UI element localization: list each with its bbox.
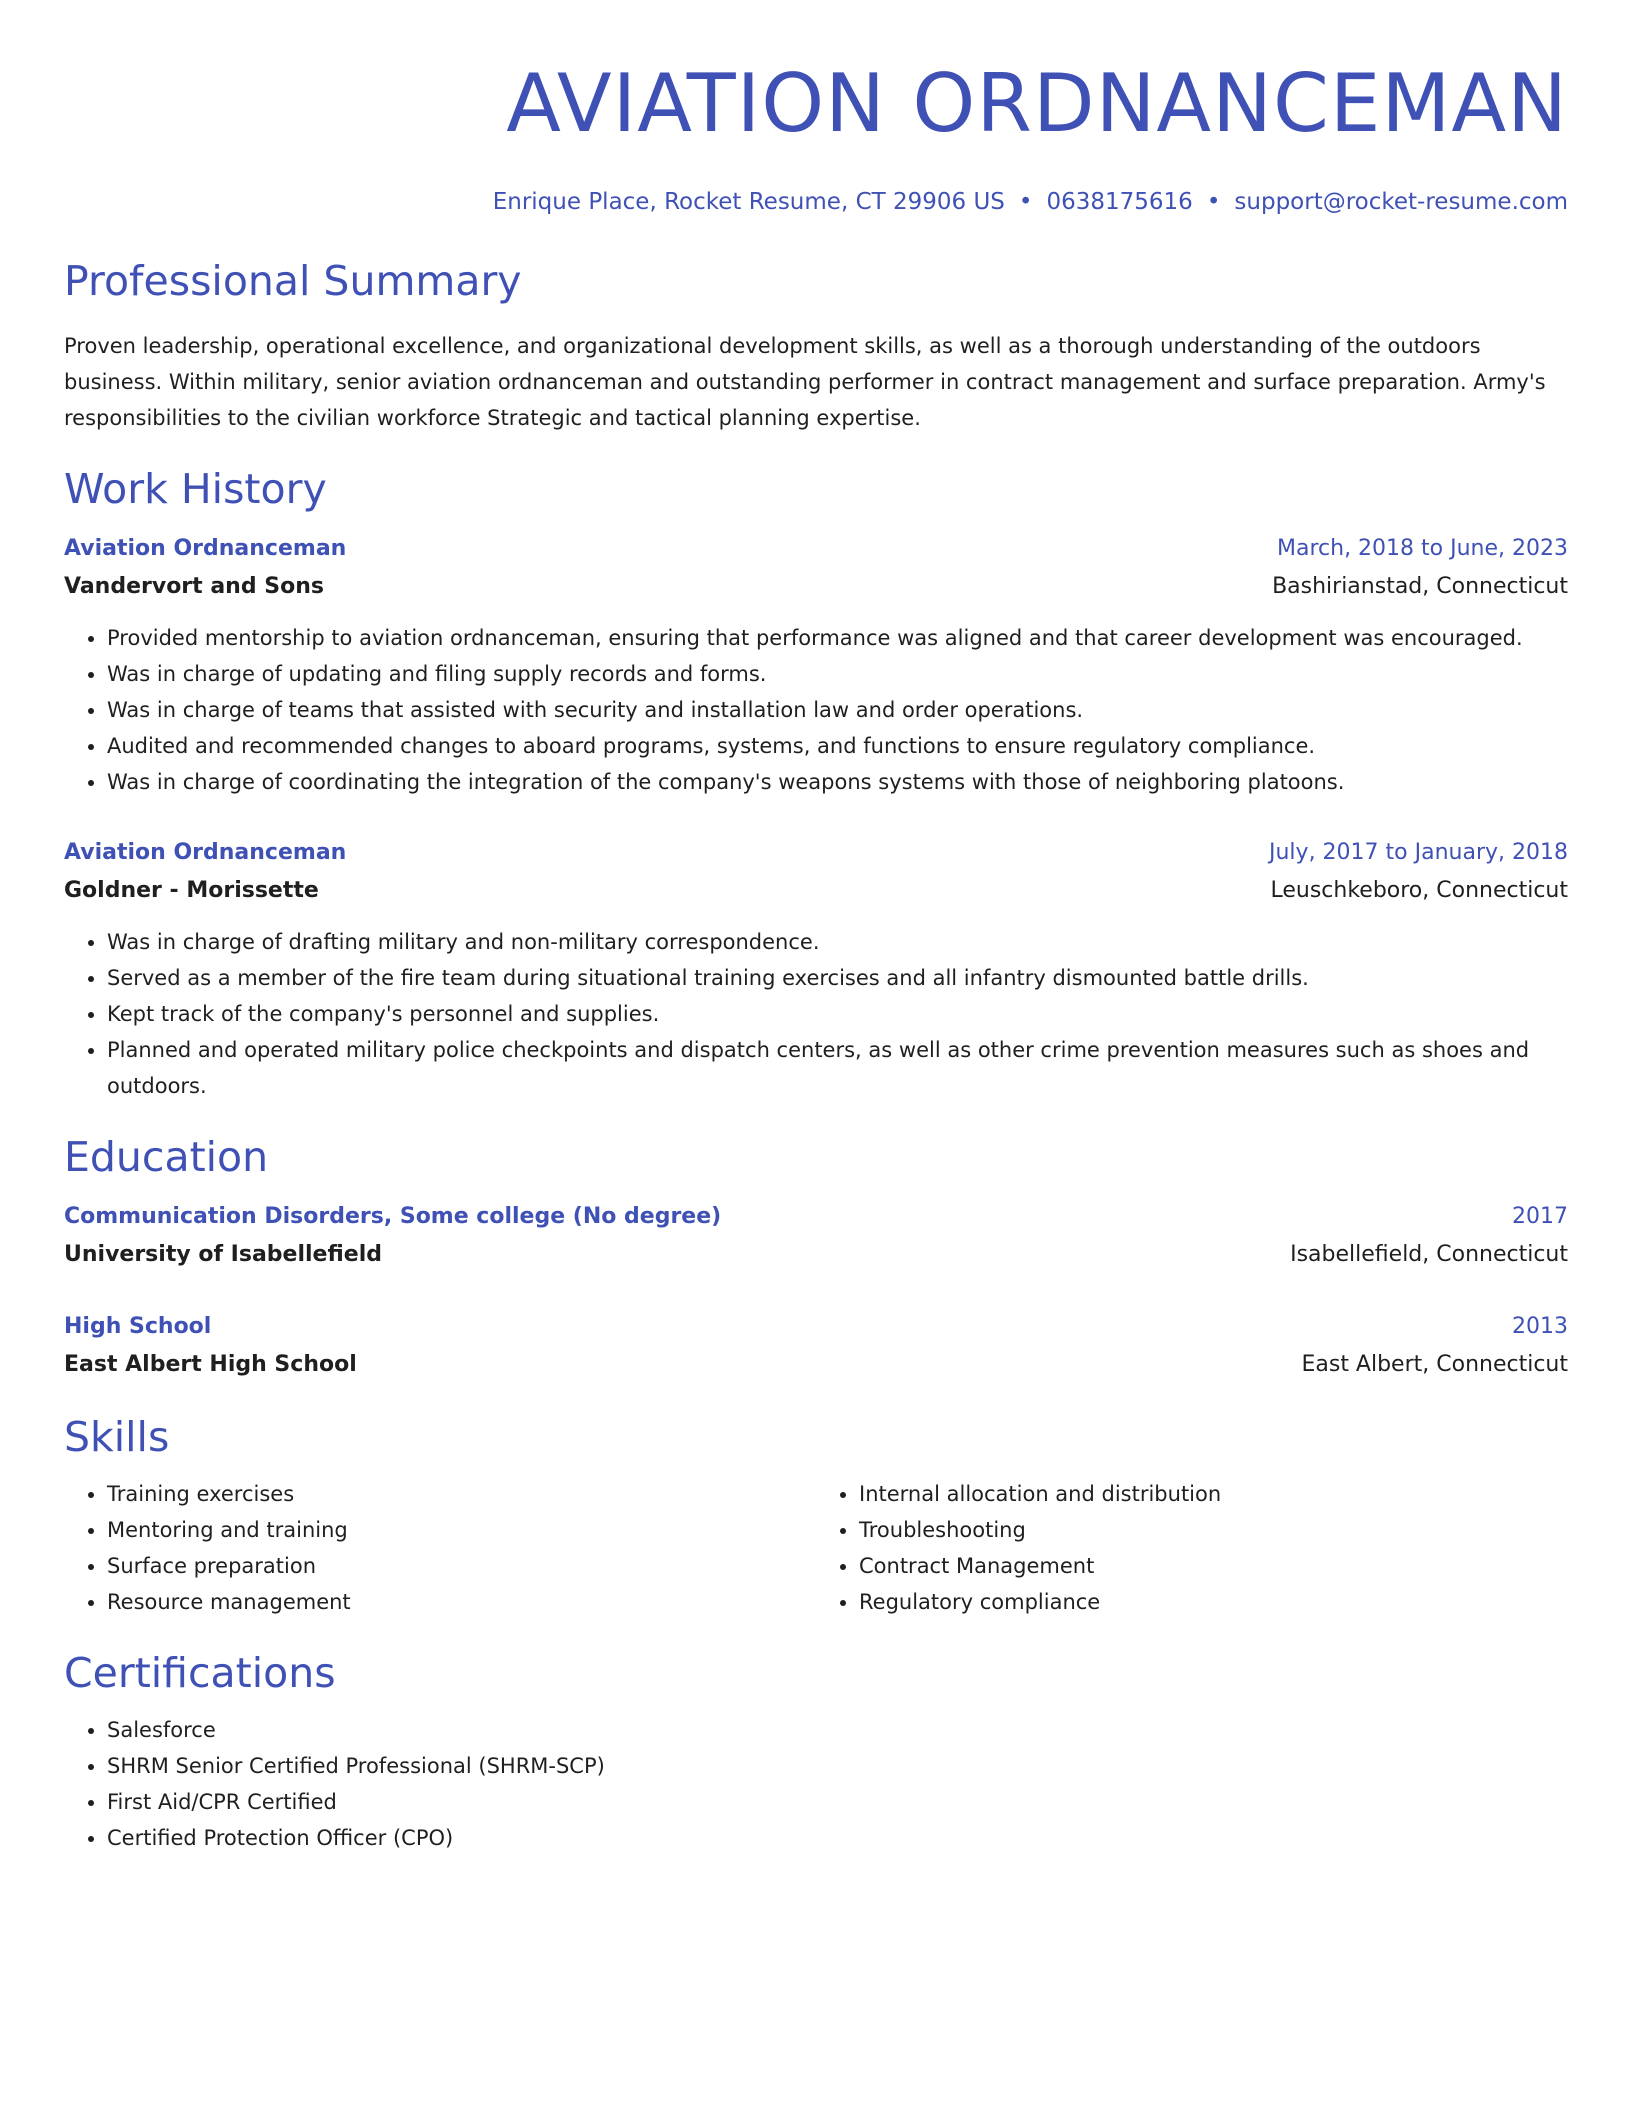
certification-item: • First Aid/CPR Certified (107, 1784, 1568, 1820)
job-dates: March, 2018 to June, 2023 (1277, 536, 1568, 561)
job-bullets (64, 620, 1568, 800)
job-dates: July, 2017 to January, 2018 (1269, 840, 1568, 865)
summary-text: Proven leadership, operational excellence, and organizational development skills, as well as a thorough understanding of the outdoors business. Within military, senior aviation ordnanceman and outstanding performer in contract management and surface preparation. Army's responsibilities to the civilian workforce Strategic and tactical planning expertise. (64, 334, 1546, 430)
skill-item: • Mentoring and training (107, 1512, 816, 1548)
job-location: Leuschkeboro, Connecticut (1270, 878, 1568, 903)
skill-item: • Troubleshooting (859, 1512, 1568, 1548)
certifications-list (64, 1712, 1568, 1856)
section-title-skills: Skills (64, 1413, 170, 1461)
job-header-row (64, 530, 1568, 568)
education-school-row (64, 1346, 1568, 1384)
education-school: University of Isabellefield (64, 1242, 382, 1267)
section-title-work-history: Work History (64, 465, 327, 513)
job-location: Bashirianstad, Connecticut (1272, 574, 1568, 599)
section-title-summary: Professional Summary (64, 257, 522, 305)
education-header-row (64, 1198, 1568, 1236)
contact-separator: • (1018, 189, 1033, 215)
education-year: 2017 (1512, 1204, 1568, 1229)
certification-item: • Certified Protection Officer (CPO) (107, 1820, 1568, 1856)
job-header-row (64, 834, 1568, 872)
certification-item: • Salesforce (107, 1712, 1568, 1748)
contact-line (64, 186, 1568, 218)
job-bullet: • Kept track of the company's personnel and supplies. (107, 996, 1568, 1032)
contact-email[interactable]: support@rocket-resume.com (1234, 189, 1568, 215)
job-entry (64, 834, 1568, 1104)
job-entry (64, 530, 1568, 800)
job-bullet: • Was in charge of updating and filing supply records and forms. (107, 656, 1568, 692)
skills-columns (64, 1476, 1568, 1620)
job-company: Vandervort and Sons (64, 574, 324, 599)
job-bullet: • Was in charge of teams that assisted with security and installation law and order operations. (107, 692, 1568, 728)
skill-item: • Resource management (107, 1584, 816, 1620)
job-company-row (64, 568, 1568, 606)
job-bullet: • Served as a member of the fire team during situational training exercises and all infantry dismounted battle drills. (107, 960, 1568, 996)
job-role: Aviation Ordnanceman (64, 536, 347, 561)
skill-item: • Surface preparation (107, 1548, 816, 1584)
candidate-title: AVIATION ORDNANCEMAN (506, 57, 1568, 150)
education-school: East Albert High School (64, 1352, 357, 1377)
contact-separator: • (1206, 189, 1221, 215)
job-company: Goldner - Morissette (64, 878, 319, 903)
education-degree: Communication Disorders, Some college (No degree) (64, 1204, 722, 1229)
skill-item: • Training exercises (107, 1476, 816, 1512)
education-year: 2013 (1512, 1314, 1568, 1339)
skills-list-left (64, 1476, 816, 1620)
skills-list-right (816, 1476, 1568, 1620)
job-bullet: • Audited and recommended changes to aboard programs, systems, and functions to ensure regulatory compliance. (107, 728, 1568, 764)
education-entry (64, 1198, 1568, 1274)
contact-address: Enrique Place, Rocket Resume, CT 29906 US (492, 189, 1005, 215)
job-company-row (64, 872, 1568, 910)
education-school-row (64, 1236, 1568, 1274)
skill-item: • Contract Management (859, 1548, 1568, 1584)
education-degree: High School (64, 1314, 212, 1339)
education-location: Isabellefield, Connecticut (1290, 1242, 1568, 1267)
section-title-education: Education (64, 1133, 269, 1181)
skill-item: • Regulatory compliance (859, 1584, 1568, 1620)
job-bullets (64, 924, 1568, 1104)
contact-phone[interactable]: 0638175616 (1046, 189, 1193, 215)
education-header-row (64, 1308, 1568, 1346)
education-entry (64, 1308, 1568, 1384)
education-location: East Albert, Connecticut (1301, 1352, 1568, 1377)
section-title-certifications: Certifications (64, 1649, 336, 1697)
skill-item: • Internal allocation and distribution (859, 1476, 1568, 1512)
job-role: Aviation Ordnanceman (64, 840, 347, 865)
job-bullet: • Provided mentorship to aviation ordnanceman, ensuring that performance was aligned and that career development was encouraged. (107, 620, 1568, 656)
job-bullet: • Was in charge of coordinating the integration of the company's weapons systems with those of neighboring platoons. (107, 764, 1568, 800)
job-bullet: • Planned and operated military police checkpoints and dispatch centers, as well as other crime prevention measures such as shoes and outdoors. (107, 1032, 1568, 1104)
job-bullet: • Was in charge of drafting military and non-military correspondence. (107, 924, 1568, 960)
certification-item: • SHRM Senior Certified Professional (SHRM-SCP) (107, 1748, 1568, 1784)
resume-header (64, 57, 1568, 218)
